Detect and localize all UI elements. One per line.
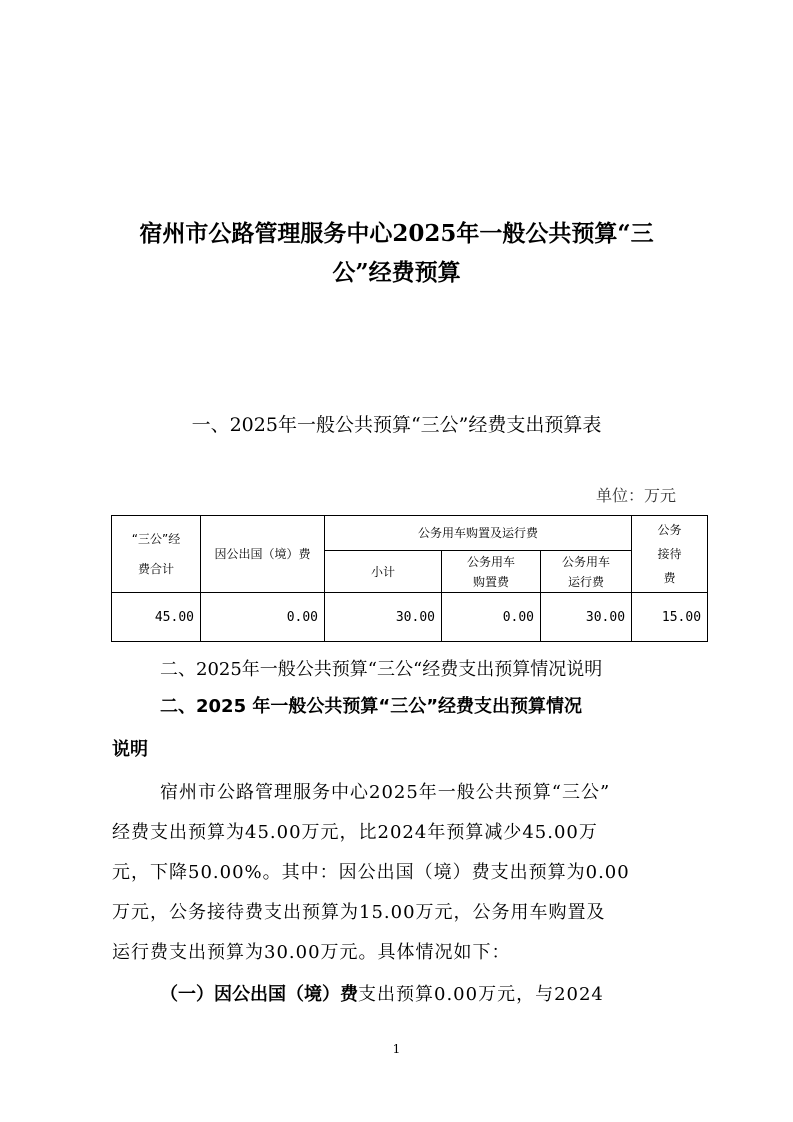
value-purchase: 0.00	[442, 593, 541, 642]
section-2-heading-b: 二、2025 年一般公共预算“三公”经费支出预算情况	[160, 696, 583, 717]
header-purchase-label: 公务用车购置费	[466, 554, 515, 589]
page-number: 1	[392, 1042, 401, 1056]
header-operation-label: 公务用车运行费	[562, 554, 611, 589]
value-subtotal: 30.00	[325, 593, 442, 642]
header-total	[112, 516, 201, 593]
header-vehicle-group: 公务用车购置及运行费	[325, 516, 632, 551]
header-abroad: 因公出国（境）费	[201, 516, 325, 593]
para-line-1: 宿州市公路管理服务中心2025年一般公共预算“三公”	[160, 782, 611, 803]
value-total: 45.00	[112, 593, 201, 642]
para-line-4: 万元，公务接待费支出预算为15.00万元，公务用车购置及	[112, 902, 606, 923]
subsection-1-text: 支出预算0.00万元，与2024	[358, 984, 604, 1005]
value-reception: 15.00	[632, 593, 708, 642]
para-line-2: 经费支出预算为45.00万元，比2024年预算减少45.00万	[112, 822, 598, 843]
header-purchase	[442, 551, 541, 593]
header-reception-label: 公务接待费	[657, 523, 682, 585]
value-operation: 30.00	[541, 593, 632, 642]
section-1-heading: 一、2025年一般公共预算“三公”经费支出预算表	[191, 414, 602, 436]
section-2-heading-b-cont: 说明	[112, 739, 148, 760]
para-line-5: 运行费支出预算为30.00万元。具体情况如下：	[112, 942, 511, 963]
header-subtotal: 小计	[325, 551, 442, 593]
header-reception	[632, 516, 708, 593]
section-2-heading-a: 二、2025年一般公共预算“三公“经费支出预算情况说明	[160, 659, 603, 680]
subsection-1	[160, 980, 604, 1006]
title-line-2: 公”经费预算	[332, 259, 461, 286]
header-total-label: “三公”经费合计	[131, 532, 181, 576]
subsection-1-heading: （一）因公出国（境）费	[160, 984, 358, 1005]
header-operation	[541, 551, 632, 593]
unit-label: 单位：万元	[595, 486, 676, 505]
budget-table	[111, 515, 708, 642]
title-line-1: 宿州市公路管理服务中心2025年一般公共预算“三	[139, 220, 654, 247]
value-abroad: 0.00	[201, 593, 325, 642]
para-line-3: 元，下降50.00%。其中：因公出国（境）费支出预算为0.00	[112, 862, 630, 883]
